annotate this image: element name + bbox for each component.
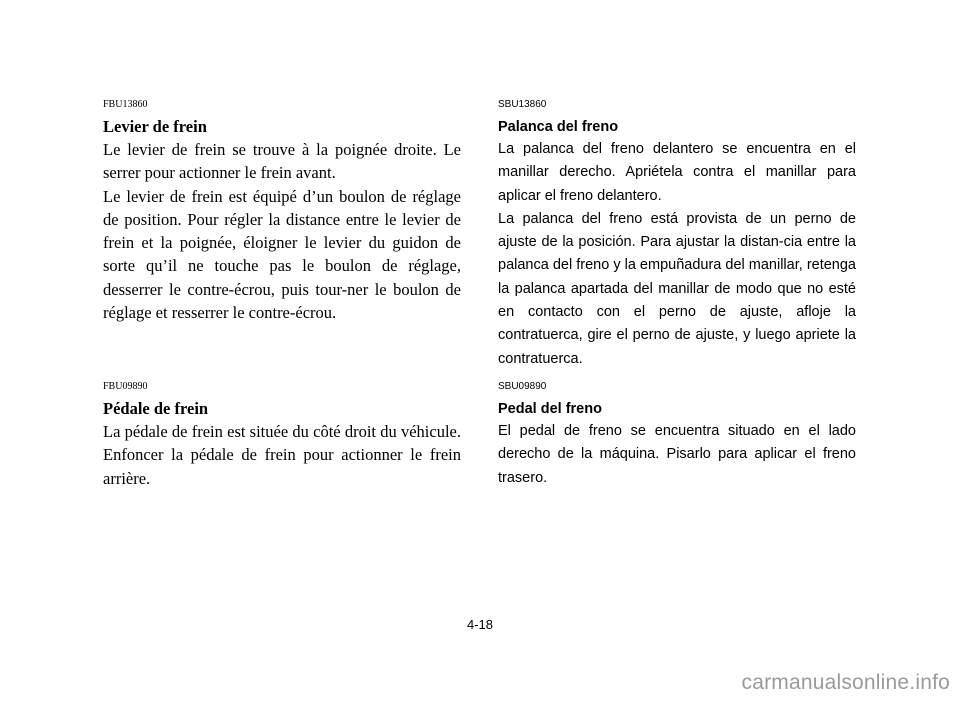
section-code: SBU13860 bbox=[498, 99, 547, 110]
spanish-section-brake-lever bbox=[498, 98, 856, 371]
page-number: 4-18 bbox=[466, 617, 494, 632]
paragraph: La palanca del freno delantero se encuentra en el manillar derecho. Apriétela contra el manillar para aplicar el freno delantero. bbox=[498, 141, 856, 204]
paragraph: Le levier de frein est équipé d’un boulon de réglage de position. Pour régler la distance entre le levier de frein et la poignée, éloigner le levier du guidon de sorte qu’il ne touche pas le boulon de réglage, desserrer le contre-écrou, puis tour-ner le boulon de réglage et resserrer le contre-écrou. bbox=[103, 186, 461, 323]
spanish-section-brake-pedal bbox=[498, 380, 856, 490]
french-column bbox=[103, 98, 461, 488]
paragraph: El pedal de freno se encuentra situado en el lado derecho de la máquina. Pisarlo para aplicar el freno trasero. bbox=[498, 423, 856, 486]
section-code: SBU09890 bbox=[498, 381, 547, 392]
paragraph: La palanca del freno está provista de un perno de ajuste de la posición. Para ajustar la distan-cia entre la palanca del freno y la empuñadura del manillar, retenga la palanca apartada del manillar de modo que no esté en contacto con el perno de ajuste, afloje la contratuerca, gire el perno de ajuste, y luego apriete la contratuerca. bbox=[498, 210, 856, 367]
section-title: Pedal del freno bbox=[498, 401, 602, 417]
section-title: Palanca del freno bbox=[498, 119, 619, 135]
section-code: FBU09890 bbox=[103, 381, 148, 392]
french-section-brake-lever bbox=[103, 98, 461, 324]
paragraph: La pédale de frein est située du côté droit du véhicule. Enfoncer la pédale de frein pour actionner le frein arrière. bbox=[103, 422, 461, 488]
section-code: FBU13860 bbox=[103, 99, 148, 110]
watermark: carmanualsonline.info bbox=[741, 671, 950, 694]
section-title: Pédale de frein bbox=[103, 399, 209, 418]
section-title: Levier de frein bbox=[103, 117, 207, 136]
paragraph: Le levier de frein se trouve à la poignée droite. Le serrer pour actionner le frein avant. bbox=[103, 140, 461, 183]
spanish-column bbox=[498, 98, 856, 486]
french-section-brake-pedal bbox=[103, 380, 461, 490]
